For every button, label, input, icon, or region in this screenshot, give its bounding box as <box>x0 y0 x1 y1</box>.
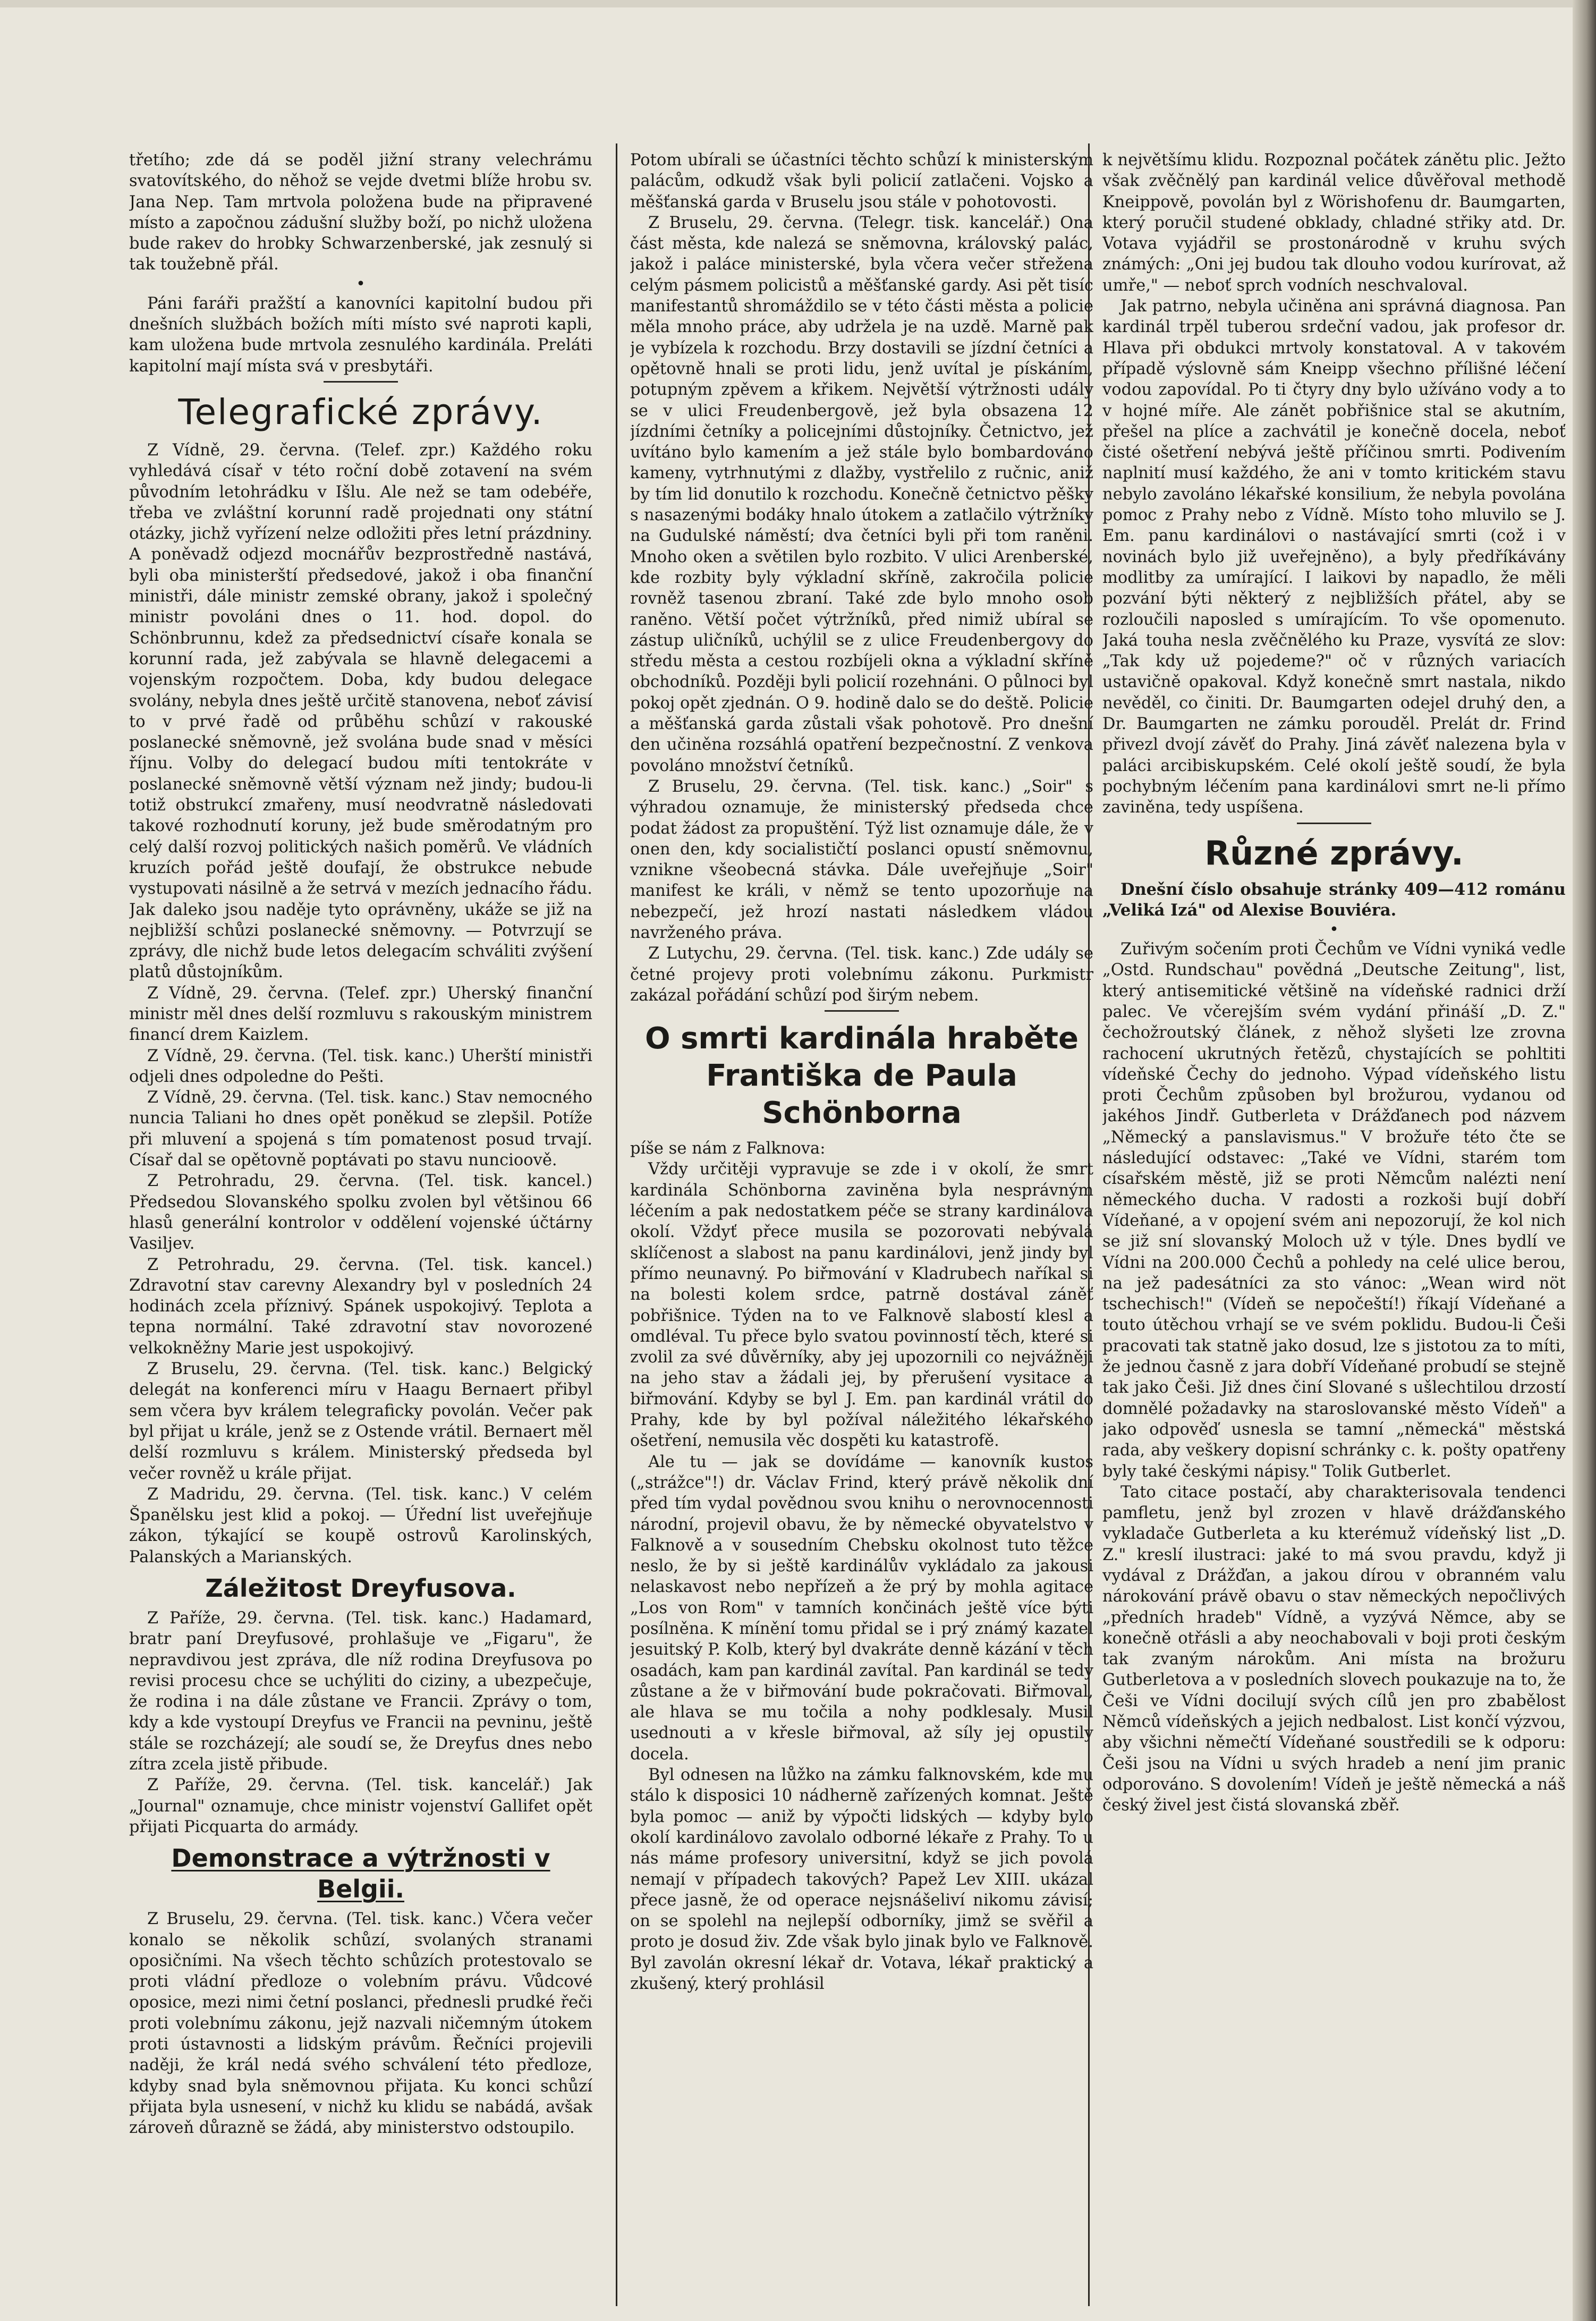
paragraph-falknov-intro: píše se nám z Falknova: <box>630 1139 826 1158</box>
column-2 <box>630 150 1093 2302</box>
paragraph-brusel-3: Z Bruselu, 29. června. (Tel. tisk. kanc.) „Soir" s výhradou oznamuje, že ministerský předseda chce podat žádost za propuštění. Týž list oznamuje dále, že v onen den, kdy socialističtí poslanci opustí sněmovnu, vznikne všeobecná stávka. Dále uveřejňuje „Soir" manifest ke králi, v němž se tento upozorňuje na nebezpečí, jež hrozí nastati následkem vládou navrženého práva. <box>630 777 1093 942</box>
paragraph-ruzne-2: Tato citace postačí, aby charakterisovala tendenci pamfletu, jenž byl zrozen v hlavě drážďanského vykladače Gutberleta a ku kterémuž vídeňský list „D. Z." kreslí ilustraci: jaké to má svou pravdu, když ji vydával z Drážďan, a jakou dírou v obranném valu nárokování právě obavu o stav německých nepočlivých „předních hradeb" Vídně, a vyzývá Němce, aby se konečně otřásli a aby neochabovali v boji proti českým tak zvaným nárokům. Ani místa na brožuru Gutberletova a v posledních slovech poukazuje na to, že Češi ve Vídni docilují svých cílů jen pro zbabělost Němců vídeňských a jejich nedbalost. List končí výzvou, aby všichni němečtí Vídeňané soustředili se k odporu: Češi jsou na Vídni u svých hradeb a není jim pranic odporováno. S dovolením! Vídeň je ještě německá a náš český živel jest čistá slovanská zběř. <box>1102 1483 1566 1815</box>
column-rule-1 <box>616 143 617 2306</box>
paragraph-kardinal-3: Byl odnesen na lůžko na zámku falknovském, kde mu stálo k disposici 10 nádherně zařízených komnat. Ještě byla pomoc — aniž by výpočti lidských — kdyby bylo okolí kardinálovo zavolalo odborné lékaře z Prahy. To u nás máme profesory universitní, když se jich povolá nemají v případech takových? Papež Lev XIII. ukázal přece jasně, že od operace nejsnášeliví nikomu závisí; on se spolehl na nejlepší odborníky, jimž se svěřil a proto je dosud živ. Zde však bylo jinak bylo ve Falknově. Byl zavolán okresní lékař dr. Votava, lékař praktický a zkušený, který prohlásil <box>630 1766 1093 1994</box>
paragraph-belgie-1: Z Bruselu, 29. června. (Tel. tisk. kanc.) Včera večer konalo se několik schůzí, svolaných stranami oposičními. Na všech těchto schůzích protestovalo se proti vládní předloze o volebním právu. Vůdcové oposice, mezi nimi četní poslanci, přednesli prudké řeči proti volebnímu zákonu, jejž nazvali ničemným útokem proti ústavnosti a lidským právům. Řečníci projevili naději, že král nedá svého schválení této předloze, kdyby snad byla sněmovnou přijata. Ku konci schůzí přijata byla usnesení, v nichž ku klidu se nabádá, avšak zároveň důrazně se žádá, aby ministerstvo odstoupilo. <box>129 1910 592 2138</box>
paragraph-ruzne-1: Zuřivým sočením proti Čechům ve Vídni vyniká vedle „Ostd. Rundschau" povědná „Deutsche Zeitung", list, který antisemitické většině na vídeňské radnici drží palec. Ve včerejším svém vydání přináší „D. Z." čechožroutský článek, z něhož slyšeti lze zrovna rachocení ukrutných řetězů, chystajících se pohltiti vídeňské Čechy do jednoho. Výpad vídeňského listu proti Čechům způsoben byl brožurou, vydanou od jakéhos Jindř. Gutberleta v Drážďanech pod názvem „Německý a panslavismus." V brožuře této čte se následující odstavec: „Také ve Vídni, starém tom císařském městě, již se proti Němcům nalézti není německého ducha. V radosti a rozkoši bují dobří Vídeňané, a v opojení svém ani nepozorují, že kol nich se již sní slovanský Moloch už v týle. Dnes bydlí ve Vídni na 200.000 Čechů a pohledy na celé ulice berou, na jež padesátníci za sto vánoc: „Wean wird nöt tschechisch!" (Vídeň se nepočeští!) říkají Vídeňané a touto útěchou vrhají se ve svém poklidu. Budou-li Češi pracovati tak statně jako dosud, lze s jistotou za to míti, že jednou časně z jara dobří Vídeňané probudí se stejně tak jako Češi. Již dnes činí Slované s ušlechtilou drzostí domnělé požadavky na staroslovanské město Vídeň" a jako odpověď usnesla se tamní „německá" městská rada, aby veškery dopisní schránky c. k. pošty opatřeny byly také českými nápisy." Tolik Gutberlet. <box>1102 940 1566 1481</box>
paragraph-kardinal-1: Vždy určitěji vypravuje se zde i v okolí, že smrt kardinála Schönborna zaviněna byla nesprávným léčením a pak nedostatkem péče se strany kardinálova okolí. Vždyť přece musila se pozorovati nebývalá sklíčenost a slabost na panu kardinálovi, jenž jindy byl přímo neunavný. Po biřmování v Kladrubech naříkal si na bolesti kolem srdce, patrně dostával záněť pobřišnice. Týden na to ve Falknově slabostí klesl a omdléval. Tu přece bylo svatou povinností těch, které si zvolil za své důvěrníky, aby jej upozornili co nejvážněji na jeho stav a žádali jej, by přerušení vysitace a biřmování. Kdyby se byl J. Em. pan kardinál vrátil do Prahy, kde by byl požíval náležitého lékařského ošetření, nemusila věc dospěti ku katastrofě. <box>630 1160 1093 1451</box>
page-top-edge <box>0 0 1596 7</box>
paragraph-telegram-1: Z Vídně, 29. června. (Telef. zpr.) Každého roku vyhledává císař v této roční době zotavení na svém původním letohrádku v Išlu. Ale než se tam odebéře, třeba ve zvláštní korunní radě projednati ony státní otázky, jichž vyřízení nelze odložiti přes letní prázdniny. A poněvadž odjezd mocnářův bezprostředně nastává, byli oba ministerští předsedové, jakož i oba finanční ministři, dále ministr zemské obrany, jakož i společný ministr povoláni dnes o 11. hod. dopol. do Schönbrunnu, kdež za předsednictví císaře konala se korunní rada, jež zabývala se hlavně delegacemi a vojenským rozpočtem. Doba, kdy budou delegace svolány, nebyla dnes ještě určitě stanovena, neboť závisí to v prvé řadě od průběhu schůzí v rakouské poslanecké sněmovně, jež svolána bude snad v měsíci říjnu. Volby do delegací budou míti tentokráte v poslanecké sněmovně větší význam než jindy; budou-li totiž obstrukcí zmařeny, musí neodvratně následovati takové rozhodnutí koruny, jež bude směrodatným pro celý další rozvoj politických našich poměrů. Ve vládních kruzích pořád ještě doufají, že obstrukce nebude vystupovati násilně a že setrvá v mezích jednacího řádu. Jak daleko jsou naděje tyto oprávněny, ukáže se již na nejbližší schůzi poslanecké sněmovny. — Potvrzují se zprávy, dle nichž bude letos delegacím schváliti zvýšení platů důstojníkům. <box>129 441 592 982</box>
separator-rule <box>825 1010 899 1012</box>
separator-rule <box>1297 823 1371 824</box>
heading-dreyfus: Záležitost Dreyfusova. <box>205 1574 516 1603</box>
heading-belgie: Demonstrace a výtržnosti v Belgii. <box>171 1844 550 1904</box>
paragraph-kardinal-4: Jak patrno, nebyla učiněna ani správná diagnosa. Pan kardinál trpěl tuberou srdeční vadou, jak profesor dr. Hlava při obdukci mrtvoly konstatoval. A v takovém případě výslovně sám Kneipp všechno přílišné léčení vodou zapovídal. Po ti čtyry dny bylo užíváno vody a to v hojné míře. Ale zánět pobřišnice stal se akutním, přešel na plíce a zachvátil je konečně docela, neboť čisté ošetření nebývá ještě příčinou smrti. Podivením naplnití musí každého, že ani v tomto kritickém stavu nebylo zavoláno lékařské konsilium, že nebyla povolána pomoc z Prahy nebo z Vídně. Místo toho mluvilo se J. Em. panu kardinálovi o nastávající smrti (což i v novinách bylo již uveřejněno), a byly předříkávány modlitby za umírající. I laikovi by napadlo, že měli pozvání býti některý z nejbližších přátel, aby se rozloučili naposled s umírajícím. To vše opomenuto. Jaká touha nesla zvěčnělého ku Praze, vysvítá ze slov: „Tak kdy už pojedeme?" oč v různých variacích ustavičně opakoval. Když konečně smrt nastala, nikdo nevěděl, co činiti. Dr. Baumgarten odejel druhý den, a Dr. Baumgarten ne zámku porouděl. Prelát dr. Frind přivezl dvojí závěť do Prahy. Jiná závěť nalezena byla v paláci arcibiskupském. Celé okolí ještě soudí, že byla pochybným léčením pana kardinálovi smrt ne-li přímo zaviněna, tedy uspíšena. <box>1102 297 1566 817</box>
paragraph-dreyfus-1: Z Paříže, 29. června. (Tel. tisk. kanc.) Hadamard, bratr paní Dreyfusové, prohlašuje ve „Figaru", že nepravdivou jest zpráva, dle níž rodina Dreyfusova po revisi procesu chce se uchýliti do ciziny, a ubezpečuje, že rodina i na dále zůstane ve Francii. Zprávy o tom, kdy a kde vystoupí Dreyfus ve Francii na pevninu, ještě stále se rozcházejí; ale soudí se, že Dreyfus dnes nebo zítra zcela jistě přibude. <box>129 1609 592 1774</box>
paragraph-kardinal-2: Ale tu — jak se dovídáme — kanovník kustos („strážce"!) dr. Václav Frind, který právě několik dní před tím vydal povědnou svou knihu o nerovnocennosti národní, projevil obavu, že by německé obyvatelstvo v Falknově a v sousedním Chebsku okolnost tuto těžce neslo, že by si ještě kardinálův vykládalo za jakousi nelaskavost nebo nepřízeň a že prý by mohla agitace „Los von Rom" v tamních končinách ještě více býti posílněna. K mínění tomu přidal se i prý známý kazatel jesuitský P. Kolb, který byl dvakráte denně kázání v těch osadách, kam pan kardinál zavítal. Pan kardinál se tedy zůstane a že v biřmování bude pokračovati. Biřmoval, ale hlava se mu točila a nohy podklesaly. Musil usednouti a v křesle biřmoval, až síly jej opustily docela. <box>630 1452 1093 1764</box>
heading-smrt-kardinala: O smrti kardinála hraběte Františka de Paula Schönborna <box>644 1021 1079 1131</box>
paragraph-telegram-8: Z Madridu, 29. června. (Tel. tisk. kanc.) V celém Španělsku jest klid a pokoj. — Úřední list uveřejňuje zákon, týkající se koupě ostrovů Karolinských, Palanských a Marianských. <box>129 1485 592 1566</box>
paragraph-telegram-4: Z Vídně, 29. června. (Tel. tisk. kanc.) Stav nemocného nuncia Taliani ho dnes opět poněkud se zlepšil. Potíže při mluvení a spojená s tím pomatenost posud trvají. Císař dal se opětovně poptávati po stavu nuncioově. <box>129 1088 592 1170</box>
paragraph-lutych: Z Lutychu, 29. června. (Tel. tisk. kanc.) Zde udály se četné projevy proti volebnímu zákonu. Purkmistr zakázal pořádání schůzí pod širým nebem. <box>630 944 1093 1005</box>
heading-ruzne-zpravy: Různé zprávy. <box>1204 833 1464 873</box>
paragraph-brusel-continued: Potom ubírali se účastníci těchto schůzí k ministerským palácům, odkudž však byli policií zatlačeni. Vojsko a měšťanská garda v Bruselu jsou stále v pohotovosti. <box>630 151 1093 211</box>
paragraph-intro-1: třetího; zde dá se poděl jižní strany velechrámu svatovítského, do něhož se vejde dvetmi blíže hrobu sv. Jana Nep. Tam mrtvola položena bude na připravené místo a započnou zádušní služby boží, po nichž uložena bude rakev do hrobky Schwarzenberské, jak zesnulý si tak toužebně přál. <box>129 151 592 274</box>
paragraph-telegram-5: Z Petrohradu, 29. června. (Tel. tisk. kancel.) Předsedou Slovanského spolku zvolen byl většinou 66 hlasů generální kontrolor v oddělení vojenské účtárny Vasiljev. <box>129 1172 592 1253</box>
column-1 <box>129 150 592 2302</box>
paragraph-telegram-6: Z Petrohradu, 29. června. (Tel. tisk. kancel.) Zdravotní stav carevny Alexandry byl v posledních 24 hodinách zcela příznivý. Spánek uspokojivý. Teplota a tepna normální. Také zdravotní stav novorozené velkokněžny Marie jest uspokojivý. <box>129 1255 592 1358</box>
paragraph-telegram-7: Z Bruselu, 29. června. (Tel. tisk. kanc.) Belgický delegát na konferenci míru v Haagu Bernaert přibyl sem včera byv králem telegraficky povolán. Večer pak byl přijat u krále, jenž se z Ostende vrátil. Bernaert měl delší rozmluvu s králem. Ministerský předseda byl večer rovněž u krále přijat. <box>129 1360 592 1483</box>
paragraph-dreyfus-2: Z Paříže, 29. června. (Tel. tisk. kancelář.) Jak „Journal" oznamuje, chce ministr vojenství Gallifet opět přijati Picquarta do armády. <box>129 1776 592 1836</box>
paragraph-brusel-2: Z Bruselu, 29. června. (Telegr. tisk. kancelář.) Ona část města, kde nalezá se sněmovna, královský palác, jakož i paláce ministerské, byla včera večer střežena celým pásmem policistů a měšťanské gardy. Asi pět tisíc manifestantů shromáždilo se v této části města a policie měla mnoho práce, aby udržela je na uzdě. Marně pak je vybízela k rozchodu. Brzy dostavili se jízdní četníci a opětovně hnali se proti lidu, jenž uvítal je pískáním, potupným zpěvem a křikem. Největší výtržnosti udály se v ulici Freudenbergově, jež byla obsazena 12 jízdními četníky a policejními důstojníky. Četnictvo, jež uvítáno bylo kamením a jež stále bylo bombardováno kameny, vytrhnutými z dlažby, vystřelilo z ručnic, aniž by tím lid donutilo k rozchodu. Konečně četnictvo pěšky s nasazenými bodáky hnalo útokem a zatlačilo výtržníky na Gudulské náměstí; dva četníci byli při tom raněni. Mnoho oken a světilen bylo rozbito. V ulici Arenberské, kde rozbity byly výkladní skříně, zakročila policie rovněž tasenou zbraní. Také zde bylo mnoho osob raněno. Větší počet výtržníků, před nimiž ubíral se zástup uličníků, uchýlil se z ulice Freudenbergovy do středu města a cestou rozbíjeli okna a výkladní skříně obchodníků. Později byli policií rozehnáni. O půlnoci byl pokoj opět zjednán. O 9. hodině dalo se do deště. Policie a měšťanská garda zůstali však pohotově. Pro dnešní den učiněna rozsáhlá opatření bezpečnostní. Z venkova povoláno množství četníků. <box>630 213 1093 775</box>
separator-dot: • <box>356 274 366 293</box>
paragraph-roman-notice: Dnešní číslo obsahuje stránky 409—412 románu „Veliká Izá" od Alexise Bouviéra. <box>1102 879 1566 920</box>
separator-dot: • <box>1329 920 1339 939</box>
heading-telegraficke-zpravy: Telegrafické zprávy. <box>178 391 544 433</box>
paragraph-intro-2: Páni faráři pražští a kanovníci kapitolní budou při dnešních službách božích míti místo své naproti kapli, kam uložena bude mrtvola zesnulého kardinála. Preláti kapitolní mají místa svá v presbytáři. <box>129 294 592 376</box>
paragraph-kardinal-continued: k největšímu klidu. Rozpoznal počátek zánětu plic. Ježto však zvěčnělý pan kardinál velice důvěřoval methodě Kneippově, povolán byl z Wörishofenu dr. Baumgarten, který poručil studené obklady, chladné střiky atd. Dr. Votava vyjádřil se prostonárodně v kruhu svých známých: „Oni jej budou tak dlouho vodou kurírovat, až umře," — neboť sprch vodních neschvaloval. <box>1102 151 1566 295</box>
paragraph-telegram-2: Z Vídně, 29. června. (Telef. zpr.) Uherský finanční ministr měl dnes delší rozmluvu s rakouským ministrem financí drem Kaizlem. <box>129 984 592 1045</box>
separator-rule <box>324 381 398 383</box>
paragraph-telegram-3: Z Vídně, 29. června. (Tel. tisk. kanc.) Uherští ministři odjeli dnes odpoledne do Pešti. <box>129 1046 592 1086</box>
column-3 <box>1102 150 1566 2302</box>
page-binding-shadow <box>1573 0 1596 2321</box>
